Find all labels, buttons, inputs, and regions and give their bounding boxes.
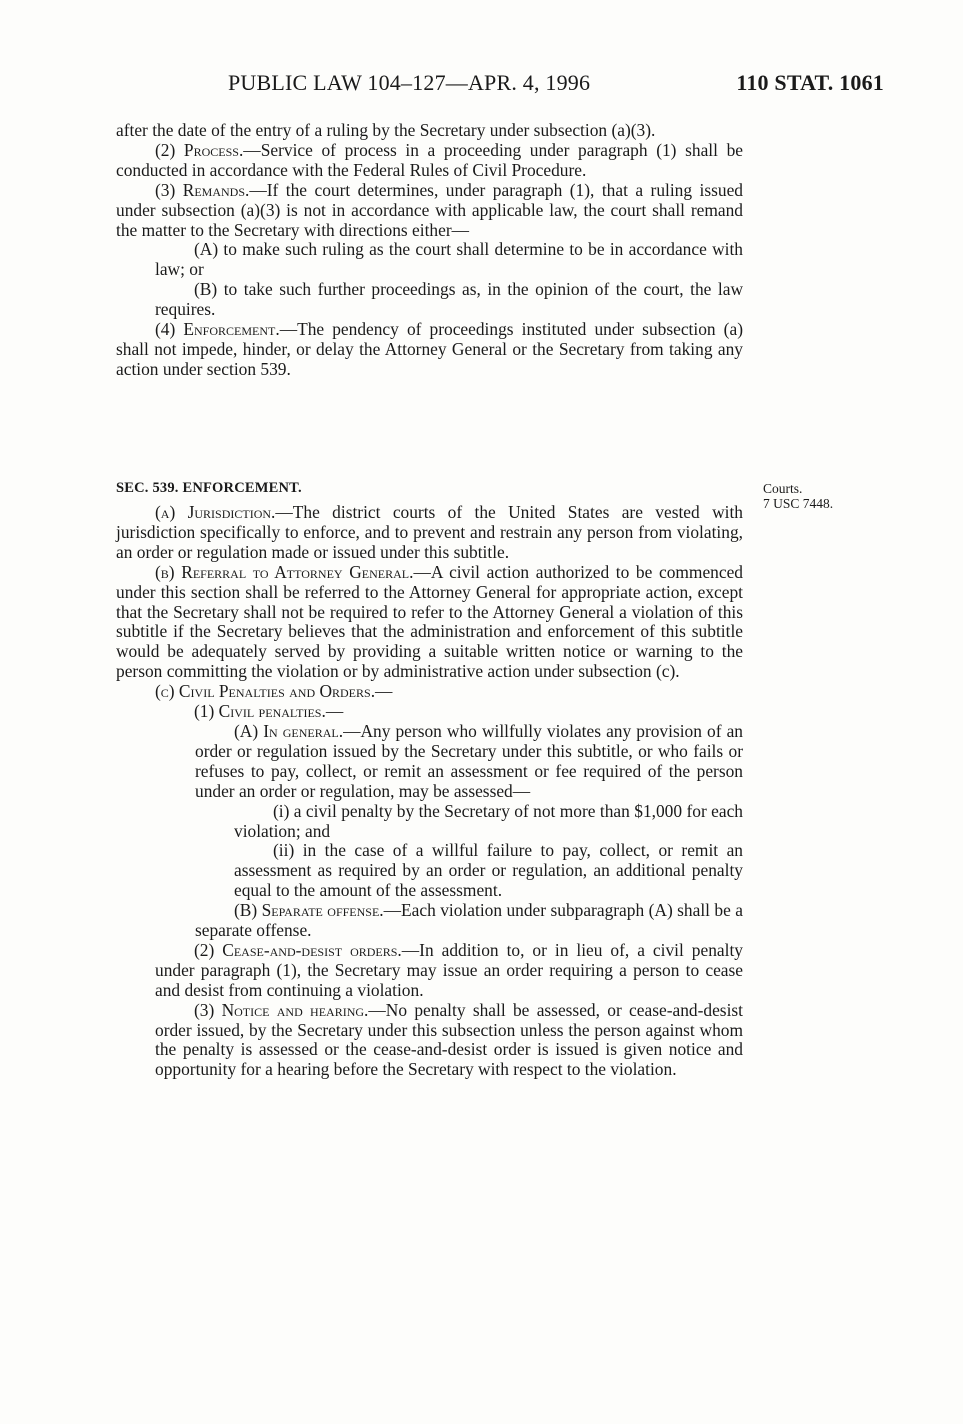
clause-i: (i) a civil penalty by the Secretary of not more than $1,000 for each violation; and — [234, 800, 743, 841]
paragraph-text: — — [325, 701, 344, 722]
section-539-body — [116, 503, 743, 1080]
subsection-c-civil-penalties — [116, 682, 743, 702]
paragraph-remands — [116, 181, 743, 241]
subparagraph-text: —Each violation under subparagraph (A) shall be a separate offense. — [195, 900, 743, 941]
paragraph-text: —Service of process in a proceeding under paragraph (1) shall be conducted in accordance with the Federal Rules of Civil Procedure. — [116, 139, 744, 180]
margin-note-usc-citation: 7 USC 7448. — [763, 496, 834, 511]
subparagraph-b: (B) to take such further proceedings as, in the opinion of the court, the law requires. — [155, 279, 743, 320]
clause-ii: (ii) in the case of a willful failure to pay, collect, or remit an assessment as required by an order or regulation, an additional penalty equal to the amount of the assessment. — [234, 840, 743, 901]
subsection-text: —The district courts of the United States are vested with jurisdiction specifically to enforce, and to prevent and restrain any person from violating, an order or regulation made or issued under this subtitle. — [116, 502, 743, 562]
subparagraph-heading: (A) In general. — [234, 720, 344, 741]
paragraph-heading: (1) Civil penalties. — [194, 701, 326, 722]
paragraph-heading: (3) Remands. — [155, 179, 250, 200]
statute-page-number: 110 STAT. 1061 — [736, 70, 884, 95]
paragraph-text: —In addition to, or in lieu of, a civil penalty under paragraph (1), the Secretary may issue an order requiring a person to cease and desist from continuing a violation. — [155, 939, 743, 1000]
paragraph-heading: (3) Notice and hearing. — [194, 999, 369, 1020]
paragraph-text: —If the court determines, under paragraph (1), that a ruling issued under subsection (a)(3) is not in accordance with applicable law, the court shall remand the matter to the Secretary with directions either— — [116, 179, 743, 240]
margin-note — [763, 481, 833, 511]
subsection-a-jurisdiction — [116, 503, 743, 563]
subparagraph-c1a — [116, 722, 743, 802]
subsection-text: — — [375, 681, 393, 702]
section-heading: SEC. 539. ENFORCEMENT. — [116, 480, 302, 496]
paragraph-heading: (2) Process. — [155, 139, 244, 160]
subsection-text: —A civil action authorized to be commenced under this section shall be referred to the Attorney General for appropriate action, except that the Secretary shall not be required to refer to the Attorney General a violation of this subtitle if the Secretary believes that the administration and enforcement of this subtitle would be adequately served by providing a suitable written notice or warning to the person committing the violation or by administrative action under subsection (c). — [116, 561, 743, 682]
paragraph-continuation: after the date of the entry of a ruling by the Secretary under subsection (a)(3). — [116, 120, 656, 140]
paragraph-c3 — [116, 1001, 743, 1081]
subparagraph-a: (A) to make such ruling as the court shall determine to be in accordance with law; or — [155, 239, 743, 280]
paragraph-text: —The pendency of proceedings instituted under subsection (a) shall not impede, hinder, or delay the Attorney General or the Secretary from taking any action under section 539. — [116, 319, 743, 379]
subparagraph-heading: (B) Separate offense. — [234, 900, 384, 921]
running-header — [228, 70, 884, 100]
subparagraph-text: —Any person who willfully violates any provision of an order or regulation issued by the Secretary under this subtitle, or who fails or refuses to pay, collect, or remit an assessment or fee required of the person under an order or regulation, may be assessed— — [195, 720, 743, 801]
subparagraph-c1b — [116, 901, 743, 941]
continuation-block — [116, 121, 743, 380]
subsection-heading: (b) Referral to Attorney General. — [155, 561, 414, 582]
subsection-b-referral — [116, 563, 743, 682]
paragraph-c1 — [116, 702, 743, 722]
paragraph-text: —No penalty shall be assessed, or cease-and-desist order issued, by the Secretary under this subsection unless the person against whom the penalty is assessed or the cease-and-desist order is issued is given notice and opportunity for a hearing before the Secretary with respect to the violation. — [155, 999, 743, 1080]
paragraph-heading: (4) Enforcement. — [155, 319, 280, 340]
public-law-citation: PUBLIC LAW 104–127—APR. 4, 1996 — [228, 70, 591, 95]
subsection-heading: (a) Jurisdiction. — [155, 502, 276, 522]
margin-note-topic: Courts. — [763, 481, 803, 496]
paragraph-enforcement — [116, 320, 743, 380]
subsection-heading: (c) Civil Penalties and Orders. — [155, 681, 376, 702]
paragraph-heading: (2) Cease-and-desist orders. — [194, 939, 402, 960]
paragraph-c2 — [116, 941, 743, 1001]
paragraph-process — [116, 141, 743, 181]
